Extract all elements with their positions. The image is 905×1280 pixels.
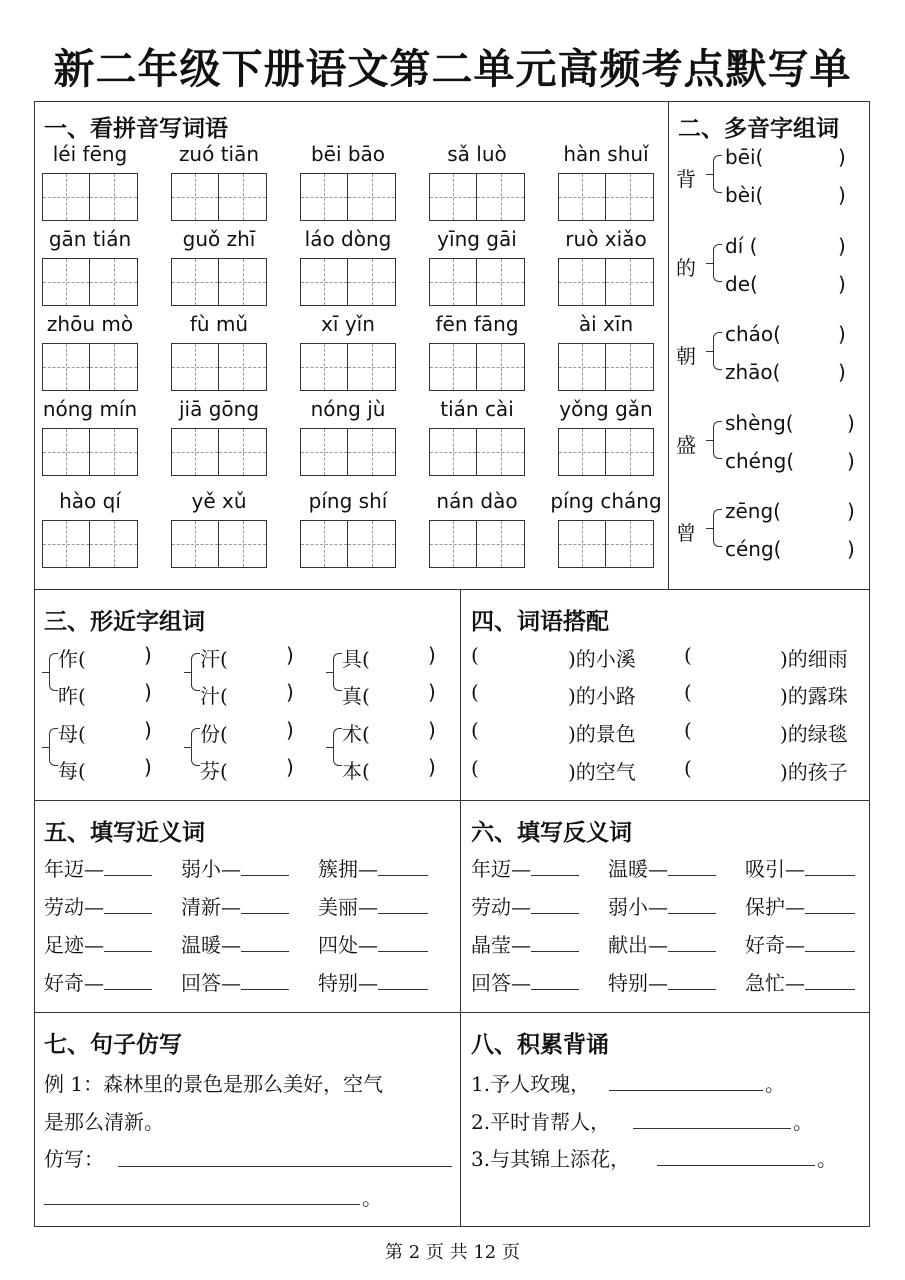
writing-cell[interactable] — [429, 173, 477, 221]
writing-cell[interactable] — [171, 428, 219, 476]
pinyin-label: píng cháng — [550, 489, 662, 513]
section-heading: 二、多音字组词 — [678, 115, 839, 142]
answer-blank[interactable] — [668, 874, 716, 876]
reading: dí ( — [725, 234, 758, 258]
word-item — [608, 853, 716, 882]
answer-line[interactable] — [657, 1164, 815, 1166]
brace — [49, 653, 58, 691]
open-paren: ( — [684, 718, 692, 742]
answer-blank[interactable] — [668, 912, 716, 914]
word-label: 好奇— — [44, 971, 104, 995]
word-label: 温暖— — [181, 933, 241, 957]
word-item — [181, 853, 289, 882]
writing-cell[interactable] — [348, 520, 396, 568]
writing-grid — [171, 343, 267, 391]
pinyin-label: nóng mín — [42, 397, 138, 421]
writing-cell[interactable] — [558, 520, 606, 568]
close-paren: ) — [286, 680, 294, 704]
answer-line[interactable] — [633, 1127, 791, 1129]
pinyin-label: nán dào — [436, 489, 518, 513]
reading: zēng( — [725, 499, 781, 523]
writing-grid — [558, 258, 654, 306]
section-heading: 七、句子仿写 — [44, 1031, 182, 1058]
pinyin-label: léi fēng — [52, 142, 128, 166]
writing-grid — [558, 173, 654, 221]
writing-cell[interactable] — [42, 428, 90, 476]
period: 。 — [817, 1147, 837, 1171]
word-item — [745, 891, 855, 920]
page-footer: 第 2 页 共 12 页 — [385, 1242, 520, 1263]
writing-grid — [300, 343, 396, 391]
word-label: 弱小— — [181, 857, 241, 881]
word-label: 好奇— — [745, 933, 805, 957]
similar-char: 本( — [342, 759, 370, 783]
word-label: 保护— — [745, 895, 805, 919]
word-item — [608, 891, 716, 920]
writing-cell[interactable] — [606, 428, 654, 476]
reading: shèng( — [725, 411, 794, 435]
pinyin-label: ruò xiǎo — [565, 227, 647, 251]
polyphone-char: 朝 — [676, 344, 696, 368]
word-item — [44, 967, 152, 996]
answer-blank[interactable] — [241, 950, 289, 952]
close-paren: ) — [838, 234, 846, 258]
answer-blank[interactable] — [104, 912, 152, 914]
writing-cell[interactable] — [90, 520, 138, 568]
section-heading: 三、形近字组词 — [44, 608, 205, 635]
writing-cell[interactable] — [219, 258, 267, 306]
writing-grid — [42, 258, 138, 306]
answer-blank[interactable] — [241, 874, 289, 876]
writing-cell[interactable] — [300, 520, 348, 568]
close-paren: ) — [428, 755, 436, 779]
writing-grid — [171, 173, 267, 221]
writing-cell[interactable] — [429, 343, 477, 391]
writing-cell[interactable] — [219, 428, 267, 476]
writing-cell[interactable] — [477, 428, 525, 476]
match-phrase: )的空气 — [568, 760, 636, 784]
answer-blank[interactable] — [241, 912, 289, 914]
close-paren: ) — [428, 643, 436, 667]
word-item — [181, 967, 289, 996]
match-phrase: )的露珠 — [780, 684, 848, 708]
writing-cell[interactable] — [558, 258, 606, 306]
writing-grid — [300, 428, 396, 476]
word-label: 美丽— — [318, 895, 378, 919]
section-heading: 四、词语搭配 — [471, 608, 609, 635]
example-text: 森林里的景色是那么美好，空气 — [103, 1072, 384, 1096]
example-label: 例 1： — [44, 1072, 104, 1096]
word-label: 特别— — [608, 971, 668, 995]
similar-char: 作( — [58, 647, 86, 671]
match-phrase: )的景色 — [568, 722, 636, 746]
pinyin-label: yǒng gǎn — [559, 397, 653, 421]
match-phrase: )的绿毯 — [780, 722, 848, 746]
pinyin-label: xī yǐn — [321, 312, 375, 336]
word-item — [44, 891, 152, 920]
pinyin-label: hào qí — [59, 489, 121, 513]
similar-char: 术( — [342, 722, 370, 746]
open-paren: ( — [471, 680, 479, 704]
word-item — [471, 967, 579, 996]
answer-blank[interactable] — [805, 874, 855, 876]
similar-char: 昨( — [58, 684, 86, 708]
writing-grid — [429, 520, 525, 568]
similar-char: 真( — [342, 684, 370, 708]
writing-grid — [429, 428, 525, 476]
word-label: 年迈— — [471, 857, 531, 881]
pinyin-label: láo dòng — [304, 227, 392, 251]
writing-cell[interactable] — [558, 428, 606, 476]
answer-blank[interactable] — [378, 912, 428, 914]
word-label: 急忙— — [745, 971, 805, 995]
word-label: 足迹— — [44, 933, 104, 957]
word-item — [181, 929, 289, 958]
pinyin-label: yīng gāi — [437, 227, 517, 251]
word-label: 年迈— — [44, 857, 104, 881]
close-paren: ) — [144, 755, 152, 779]
memorize-item: 2.平时肯帮人， — [471, 1110, 611, 1134]
memorize-item: 3.与其锦上添花， — [471, 1147, 631, 1171]
word-item — [318, 853, 428, 882]
close-paren: ) — [428, 718, 436, 742]
section-heading: 六、填写反义词 — [471, 819, 632, 846]
writing-cell[interactable] — [300, 173, 348, 221]
writing-cell[interactable] — [348, 258, 396, 306]
word-item — [318, 929, 428, 958]
answer-blank[interactable] — [378, 950, 428, 952]
writing-cell[interactable] — [171, 343, 219, 391]
match-phrase: )的小路 — [568, 684, 636, 708]
similar-char: 具( — [342, 647, 370, 671]
pinyin-label: píng shí — [308, 489, 388, 513]
answer-blank[interactable] — [805, 988, 855, 990]
divider — [34, 800, 870, 801]
writing-cell[interactable] — [477, 258, 525, 306]
similar-char: 汗( — [200, 647, 228, 671]
pinyin-label: tián cài — [440, 397, 514, 421]
divider — [34, 1012, 870, 1013]
close-paren: ) — [847, 537, 855, 561]
section-heading: 八、积累背诵 — [471, 1031, 609, 1058]
pinyin-label: bēi bāo — [310, 142, 386, 166]
writing-cell[interactable] — [348, 173, 396, 221]
pinyin-label: guǒ zhī — [182, 227, 256, 251]
reading: bèi( — [725, 183, 764, 207]
brace — [49, 728, 58, 766]
word-label: 晶莹— — [471, 933, 531, 957]
open-paren: ( — [684, 643, 692, 667]
writing-grid — [558, 520, 654, 568]
writing-cell[interactable] — [348, 428, 396, 476]
answer-line[interactable] — [609, 1089, 763, 1091]
section-heading: 五、填写近义词 — [44, 819, 205, 846]
imitate-answer-line-2[interactable] — [44, 1203, 360, 1205]
word-item — [745, 967, 855, 996]
word-label: 四处— — [318, 933, 378, 957]
word-item — [471, 853, 579, 882]
open-paren: ( — [471, 643, 479, 667]
writing-cell[interactable] — [606, 173, 654, 221]
writing-cell[interactable] — [219, 343, 267, 391]
polyphone-char: 盛 — [676, 433, 696, 457]
writing-cell[interactable] — [606, 520, 654, 568]
word-label: 弱小— — [608, 895, 668, 919]
answer-blank[interactable] — [805, 912, 855, 914]
pinyin-label: zhōu mò — [46, 312, 134, 336]
writing-grid — [558, 428, 654, 476]
answer-blank[interactable] — [531, 912, 579, 914]
imitate-answer-line[interactable] — [118, 1165, 452, 1167]
answer-blank[interactable] — [668, 950, 716, 952]
writing-grid — [300, 173, 396, 221]
writing-cell[interactable] — [90, 173, 138, 221]
writing-grid — [42, 173, 138, 221]
writing-grid — [42, 343, 138, 391]
brace — [713, 509, 722, 547]
word-item — [181, 891, 289, 920]
similar-char: 芬( — [200, 759, 228, 783]
word-label: 清新— — [181, 895, 241, 919]
writing-cell[interactable] — [558, 343, 606, 391]
brace — [333, 653, 342, 691]
writing-cell[interactable] — [42, 258, 90, 306]
writing-cell[interactable] — [429, 520, 477, 568]
brace — [713, 421, 722, 459]
similar-char: 汁( — [200, 684, 228, 708]
writing-grid — [300, 258, 396, 306]
example-line-2: 是那么清新。 — [44, 1110, 164, 1134]
writing-cell[interactable] — [42, 343, 90, 391]
writing-cell[interactable] — [606, 258, 654, 306]
word-item — [44, 929, 152, 958]
writing-cell[interactable] — [171, 258, 219, 306]
polyphone-char: 的 — [676, 256, 696, 280]
writing-cell[interactable] — [219, 173, 267, 221]
similar-char: 母( — [58, 722, 86, 746]
word-label: 温暖— — [608, 857, 668, 881]
close-paren: ) — [428, 680, 436, 704]
word-item — [608, 929, 716, 958]
pinyin-label: zuó tiān — [178, 142, 260, 166]
similar-char: 份( — [200, 722, 228, 746]
close-paren: ) — [838, 360, 846, 384]
writing-grid — [429, 258, 525, 306]
pinyin-label: nóng jù — [310, 397, 386, 421]
writing-cell[interactable] — [300, 428, 348, 476]
writing-cell[interactable] — [171, 173, 219, 221]
answer-blank[interactable] — [104, 950, 152, 952]
writing-cell[interactable] — [606, 343, 654, 391]
writing-cell[interactable] — [477, 520, 525, 568]
word-item — [44, 853, 152, 882]
pinyin-label: ài xīn — [578, 312, 634, 336]
pinyin-label: jiā gōng — [178, 397, 260, 421]
reading: cháo( — [725, 322, 781, 346]
open-paren: ( — [471, 756, 479, 780]
close-paren: ) — [144, 643, 152, 667]
example-line-1 — [44, 1068, 383, 1097]
word-item — [318, 891, 428, 920]
writing-cell[interactable] — [219, 520, 267, 568]
pinyin-label: yě xǔ — [191, 489, 247, 513]
answer-blank[interactable] — [241, 988, 289, 990]
word-item — [318, 967, 428, 996]
word-item — [745, 929, 855, 958]
close-paren: ) — [847, 449, 855, 473]
writing-grid — [558, 343, 654, 391]
match-phrase: )的小溪 — [568, 647, 636, 671]
word-item — [471, 929, 579, 958]
word-label: 回答— — [471, 971, 531, 995]
writing-cell[interactable] — [300, 343, 348, 391]
memorize-item: 1.予人玫瑰， — [471, 1072, 591, 1096]
answer-blank[interactable] — [104, 874, 152, 876]
imitate-label: 仿写： — [44, 1147, 104, 1171]
writing-cell[interactable] — [42, 520, 90, 568]
answer-blank[interactable] — [378, 874, 428, 876]
reading: bēi( — [725, 145, 764, 169]
pinyin-label: hàn shuǐ — [563, 142, 649, 166]
brace — [333, 728, 342, 766]
close-paren: ) — [847, 499, 855, 523]
writing-cell[interactable] — [171, 520, 219, 568]
close-paren: ) — [286, 718, 294, 742]
brace — [713, 244, 722, 282]
writing-cell[interactable] — [90, 258, 138, 306]
writing-cell[interactable] — [477, 343, 525, 391]
writing-cell[interactable] — [42, 173, 90, 221]
close-paren: ) — [838, 145, 846, 169]
reading: de( — [725, 272, 758, 296]
similar-char: 每( — [58, 759, 86, 783]
pinyin-label: gān tián — [48, 227, 132, 251]
writing-grid — [171, 258, 267, 306]
match-phrase: )的孩子 — [780, 760, 848, 784]
writing-cell[interactable] — [300, 258, 348, 306]
word-item — [471, 891, 579, 920]
period: 。 — [793, 1110, 813, 1134]
close-paren: ) — [838, 183, 846, 207]
page-title: 新二年级下册语文第二单元高频考点默写单 — [53, 45, 852, 93]
close-paren: ) — [286, 755, 294, 779]
answer-blank[interactable] — [531, 988, 579, 990]
writing-cell[interactable] — [90, 343, 138, 391]
brace — [713, 332, 722, 370]
brace — [191, 653, 200, 691]
word-label: 簇拥— — [318, 857, 378, 881]
word-item — [608, 967, 716, 996]
writing-grid — [42, 520, 138, 568]
word-label: 吸引— — [745, 857, 805, 881]
section-heading: 一、看拼音写词语 — [44, 115, 228, 142]
writing-grid — [300, 520, 396, 568]
close-paren: ) — [144, 680, 152, 704]
answer-blank[interactable] — [531, 874, 579, 876]
writing-grid — [429, 173, 525, 221]
word-item — [745, 853, 855, 882]
pinyin-label: fēn fāng — [435, 312, 519, 336]
close-paren: ) — [838, 322, 846, 346]
polyphone-char: 背 — [676, 167, 696, 191]
writing-cell[interactable] — [429, 258, 477, 306]
polyphone-char: 曾 — [676, 521, 696, 545]
close-paren: ) — [144, 718, 152, 742]
brace — [191, 728, 200, 766]
period: 。 — [765, 1072, 785, 1096]
reading: chéng( — [725, 449, 795, 473]
writing-cell[interactable] — [429, 428, 477, 476]
divider — [460, 589, 461, 1227]
close-paren: ) — [847, 411, 855, 435]
word-label: 回答— — [181, 971, 241, 995]
answer-blank[interactable] — [668, 988, 716, 990]
word-label: 特别— — [318, 971, 378, 995]
writing-grid — [171, 428, 267, 476]
divider — [668, 101, 669, 590]
open-paren: ( — [684, 756, 692, 780]
word-label: 劳动— — [44, 895, 104, 919]
pinyin-label: sǎ luò — [447, 142, 507, 166]
match-phrase: )的细雨 — [780, 647, 848, 671]
open-paren: ( — [684, 680, 692, 704]
word-label: 献出— — [608, 933, 668, 957]
writing-cell[interactable] — [348, 343, 396, 391]
brace — [713, 155, 722, 193]
divider — [34, 589, 870, 590]
answer-blank[interactable] — [531, 950, 579, 952]
pinyin-label: fù mǔ — [189, 312, 249, 336]
close-paren: ) — [286, 643, 294, 667]
reading: céng( — [725, 537, 782, 561]
open-paren: ( — [471, 718, 479, 742]
writing-grid — [429, 343, 525, 391]
answer-blank[interactable] — [104, 988, 152, 990]
reading: zhāo( — [725, 360, 781, 384]
close-paren: ) — [838, 272, 846, 296]
word-label: 劳动— — [471, 895, 531, 919]
writing-cell[interactable] — [558, 173, 606, 221]
writing-cell[interactable] — [477, 173, 525, 221]
answer-blank[interactable] — [805, 950, 855, 952]
answer-blank[interactable] — [378, 988, 428, 990]
writing-grid — [42, 428, 138, 476]
writing-grid — [171, 520, 267, 568]
writing-cell[interactable] — [90, 428, 138, 476]
period: 。 — [362, 1186, 382, 1210]
